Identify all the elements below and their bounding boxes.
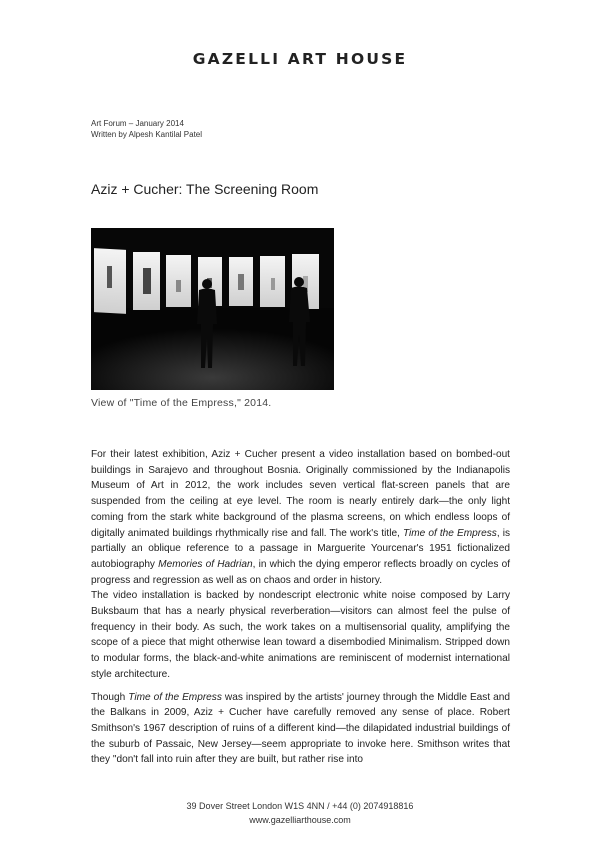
italic-title-text: Memories of Hadrian [158,558,253,570]
article-paragraph [91,447,510,588]
paragraph-text: For their latest exhibition, Aziz + Cucher present a video installation based on bombed-out buildings in Sarajevo and throughout Bosnia. Originally commissioned by the Indianapolis Museum of Art in 2012, the work includes seven vertical flat-screen panels that are suspended from the ceiling at eye level. The room is nearly entirely dark—the only light coming from the stark white background of the plasma screens, on which endless loops of digitally animated buildings rhythmically rise and fall. The work's title, [91,449,510,539]
paragraph-text: Though [91,691,129,703]
paragraph-text: was inspired by the artists' journey through the Middle East and the Balkans in 2009, Aziz + Cucher have carefully removed any sense of place. Robert Smithson's 1967 description of ruins of a different kind—the dilapidated industrial buildings of the suburb of Passaic, New Jersey—seem appropriate to invoke here. Smithson writes that they "don't fall into ruin after they are built, but rather rise into [91,691,510,766]
paragraph-text: , in which the dying emperor reflects broadly on cycles of progress and regression as well as on chaos and order in history. [91,558,510,586]
paragraph-text: , is partially an oblique reference to a passage in Marguerite Yourcenar's 1951 fictionalized autobiography [91,527,510,570]
publication-line: Art Forum – January 2014 [91,119,184,128]
masthead-brand: GAZELLI ART HOUSE [192,50,408,68]
footer-address: 39 Dover Street London W1S 4NN / +44 (0) 2074918816 [186,801,414,811]
italic-title-text: Time of the Empress [402,527,497,539]
author-line: Written by Alpesh Kantilal Patel [91,130,203,139]
footer-website: www.gazelliarthouse.com [249,815,351,825]
article-paragraph [91,588,510,682]
article-body [91,447,510,768]
photo-caption: View of "Time of the Empress," 2014. [91,397,272,409]
paragraph-text: The video installation is backed by nondescript electronic white noise composed by Larry Buksbaum that has a nearly physical reverberation—visitors can almost feel the pulse of frequency in their body. As such, the work takes on a multisensorial quality, amplifying the scope of a piece that might otherwise lean toward a disembodied Minimalism. Stripped down to modular forms, the black-and-white animations are reminiscent of modernist international style architecture. [91,590,510,680]
article-meta [91,118,202,140]
italic-title-text: Time of the Empress [128,691,222,703]
installation-photo [91,228,334,390]
footer [0,799,600,827]
article-title: Aziz + Cucher: The Screening Room [91,181,319,197]
article-paragraph [91,690,510,769]
